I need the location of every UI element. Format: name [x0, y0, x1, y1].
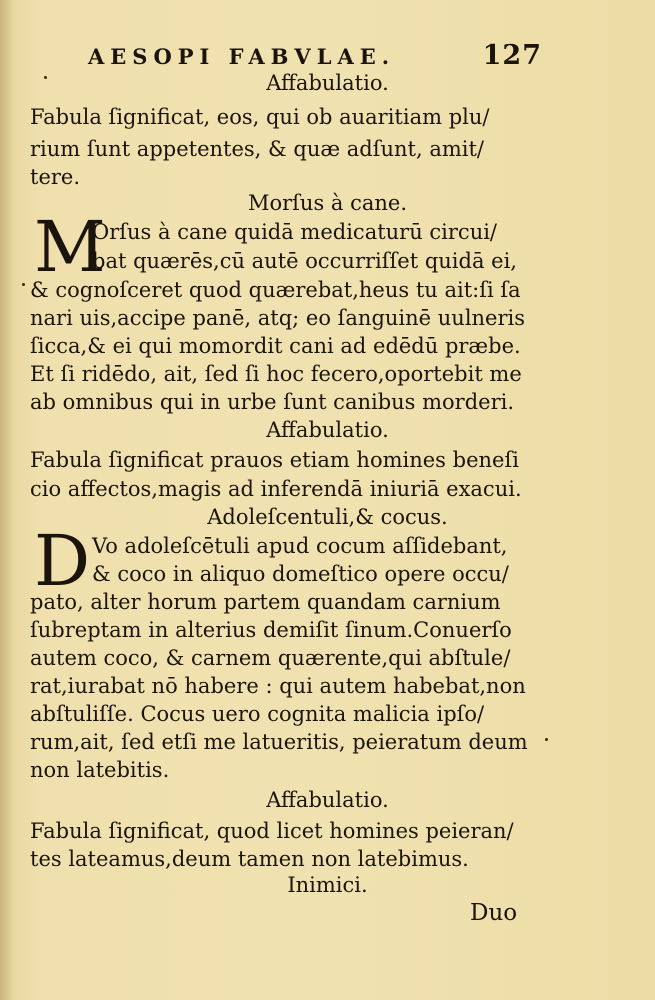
fable-title: Adoleſcentuli,& cocus.	[207, 505, 448, 529]
text-line: Fabula ſignificat, eos, qui ob auaritiam plu/	[30, 105, 490, 129]
drop-cap-initial: M	[34, 206, 106, 288]
running-head	[88, 40, 548, 70]
text-line: non latebitis.	[30, 758, 170, 782]
text-line: tere.	[30, 165, 81, 189]
text-line: nari uis,accipe panē, atq; eo ſanguinē uulneris	[30, 306, 526, 330]
text-line: ab omnibus qui in urbe ſunt canibus morderi.	[30, 390, 515, 414]
fable-title: Inimici.	[287, 873, 368, 897]
text-line: Fabula ſignificat, quod licet homines peieran/	[30, 819, 514, 843]
text-line: autem coco, & carnem quærente,qui abſtule/	[30, 646, 511, 670]
section-heading: Affabulatio.	[266, 71, 389, 95]
ink-speck	[22, 283, 25, 286]
text-line: ſubreptam in alterius demiſit ſinum.Conuerſo	[30, 618, 512, 642]
text-line: & cognoſceret quod quærebat,heus tu ait:ſi ſa	[30, 278, 521, 302]
page-number: 127	[482, 40, 542, 71]
section-heading: Affabulatio.	[266, 788, 389, 812]
section-heading: Affabulatio.	[266, 418, 389, 442]
catchword: Duo	[470, 900, 518, 926]
text-line: ſicca,& ei qui momordit cani ad edēdū præbe.	[30, 334, 521, 358]
text-line: rum,ait, ſed etſi me latueritis, peieratum deum	[30, 730, 528, 754]
text-line: bat quærēs,cū autē occurriſſet quidā ei,	[92, 249, 517, 273]
page-gutter-shadow	[0, 0, 14, 1000]
text-line: abſtuliſſe. Cocus uero cognita malicia ipſo/	[30, 702, 485, 726]
text-line: & coco in aliquo domeſtico opere occu/	[92, 562, 509, 586]
text-line: Fabula ſignificat prauos etiam homines beneſi	[30, 448, 519, 472]
text-line: Et ſi ridēdo, ait, ſed ſi hoc fecero,oportebit me	[30, 362, 522, 386]
text-line: Vo adoleſcētuli apud cocum aſſidebant,	[92, 534, 508, 558]
text-line: rat,iurabat nō habere : qui autem habebat,non	[30, 674, 526, 698]
text-line: rium ſunt appetentes, & quæ adſunt, amit/	[30, 137, 485, 161]
text-line: Orſus à cane quidā medicaturū circui/	[92, 220, 498, 244]
text-line: tes lateamus,deum tamen non latebimus.	[30, 847, 469, 871]
ink-speck	[44, 76, 47, 79]
running-head-title: AESOPI FABVLAE.	[88, 44, 396, 69]
fable-title: Morſus à cane.	[247, 191, 408, 215]
text-line: cio affectos,magis ad inferendā iniuriā exacui.	[30, 477, 522, 501]
ink-speck	[545, 738, 548, 741]
text-line: pato, alter horum partem quandam carnium	[30, 590, 501, 614]
drop-cap-initial: D	[34, 520, 91, 602]
